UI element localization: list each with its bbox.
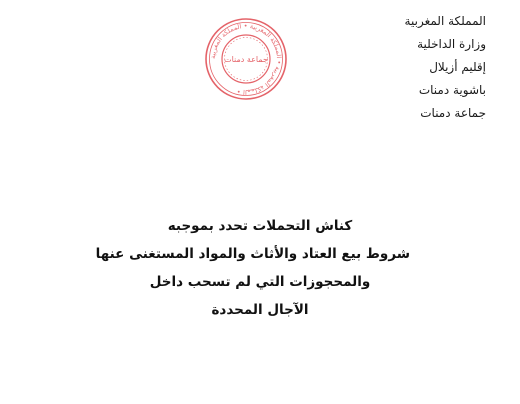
document-title — [95, 212, 410, 324]
title-line-3: والمحجوزات التي لم تسحب داخل — [149, 274, 371, 290]
title-line-2: شروط بيع العتاد والأثاث والمواد المستغنى عنها — [95, 246, 410, 262]
title-line-1: كناش التحملات تحدد بموجبه — [167, 218, 353, 234]
header-line-ministry: وزارة الداخلية — [417, 37, 486, 51]
svg-text:جماعة دمنات: جماعة دمنات — [224, 55, 268, 64]
header-line-commune: جماعة دمنات — [420, 106, 486, 120]
header-line-kingdom: المملكة المغربية — [404, 14, 486, 28]
title-line-4: الآجال المحددة — [211, 302, 309, 318]
issuer-header — [346, 10, 486, 125]
header-line-province: إقليم أزيلال — [429, 60, 486, 74]
svg-text:المملكة المغربية • المملكة الم: المملكة المغربية • المملكة المغربية • المملكة المغربية • — [208, 21, 284, 97]
header-line-pashalik: باشوية دمنات — [418, 83, 486, 97]
official-stamp — [203, 16, 289, 102]
